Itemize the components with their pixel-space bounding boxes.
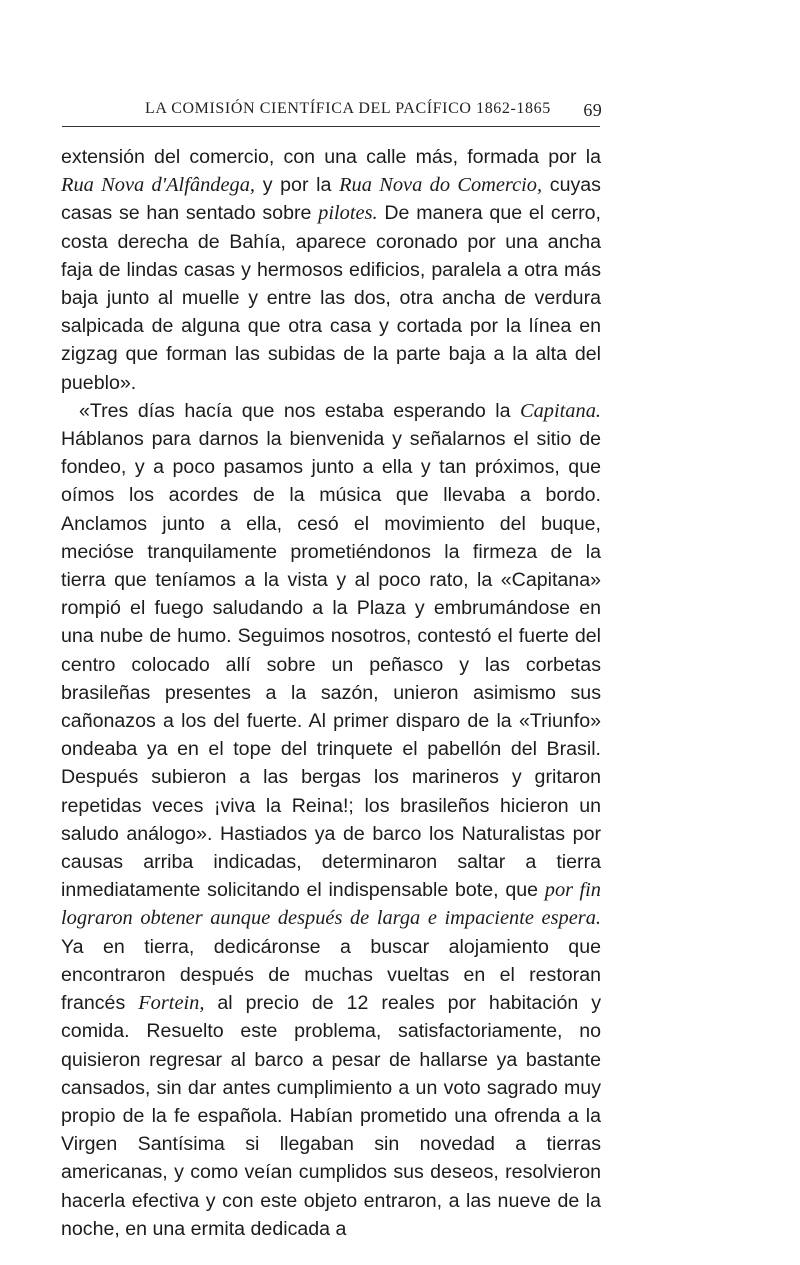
p2-text-1: «Tres días hacía que nos estaba esperando la xyxy=(79,399,520,422)
p2-text-3: Ya en tierra, dedicáronse a buscar alojamiento que encontraron después de muchas vueltas en el restoran francés xyxy=(61,935,601,1015)
p2-text-2: Háblanos para darnos la bienvenida y señalarnos el sitio de fondeo, y a poco pasamos junto a ella y tan próximos, que oímos los acordes de la música que llevaba a bordo. Anclamos junto a ella, cesó el movimiento del buque, mecióse tranquilamente prometiéndonos la firmeza de la tierra que teníamos a la vista y al poco rato, la «Capitana» rompió el fuego saludando a la Plaza y embrumándose en una nube de humo. Seguimos nosotros, contestó el fuerte del centro colocado allí sobre un peñasco y las corbetas brasileñas presentes a la sazón, unieron asimismo sus cañonazos a los del fuerte. Al primer disparo de la «Triunfo» ondeaba ya en el tope del trinquete el pabellón del Brasil. Después subieron a las bergas los marineros y gritaron repetidas veces ¡viva la Reina!; los brasileños hicieron un saludo análogo». Hastiados ya de barco los Naturalistas por causas arriba indicadas, determinaron saltar a tierra inmediatamente solicitando el indispensable bote, que xyxy=(61,428,601,902)
p2-italic-2: por fin lograron obtener aunque después de larga e impaciente espera. xyxy=(61,879,602,930)
page-number: 69 xyxy=(583,100,602,120)
p1-italic-3: pilotes. xyxy=(318,202,378,225)
paragraph-1 xyxy=(61,143,601,397)
p1-text-2: y por la xyxy=(255,174,340,197)
p1-italic-1: Rua Nova d'Alfândega, xyxy=(61,174,256,197)
body-text xyxy=(61,143,601,1243)
header-rule xyxy=(62,126,600,127)
paragraph-2 xyxy=(61,397,601,1243)
p1-text-1: extensión del comercio, con una calle más, formada por la xyxy=(61,146,601,168)
p1-italic-2: Rua Nova do Comercio, xyxy=(339,174,543,197)
p1-text-3: cuyas casas se han sentado sobre xyxy=(61,174,601,225)
p1-text-4: De manera que el cerro, costa derecha de Bahía, aparece coronado por una ancha faja de lindas casas y hermosos edificios, paralela a otra más baja junto al muelle y entre las dos, otra ancha de verdura salpicada de alguna que otra casa y cortada por la línea en zigzag que forman las subidas de la parte baja a la alta del pueblo». xyxy=(61,202,601,394)
p2-text-4: al precio de 12 reales por habitación y comida. Resuelto este problema, satisfactoriamente, no quisieron regresar al barco a pesar de hallarse ya bastante cansados, sin dar antes cumplimiento a un voto sagrado muy propio de la fe española. Habían prometido una ofrenda a la Virgen Santísima si llegaban sin novedad a tierras americanas, y como veían cumplidos sus deseos, resolvieron hacerla efectiva y con este objeto entraron, a las nueve de la noche, en una ermita dedicada a xyxy=(61,992,601,1240)
running-head xyxy=(145,100,600,118)
running-title: LA COMISIÓN CIENTÍFICA DEL PACÍFICO 1862-1865 xyxy=(145,100,551,117)
p2-italic-1: Capitana. xyxy=(519,399,601,422)
p2-italic-3: Fortein, xyxy=(138,992,205,1015)
